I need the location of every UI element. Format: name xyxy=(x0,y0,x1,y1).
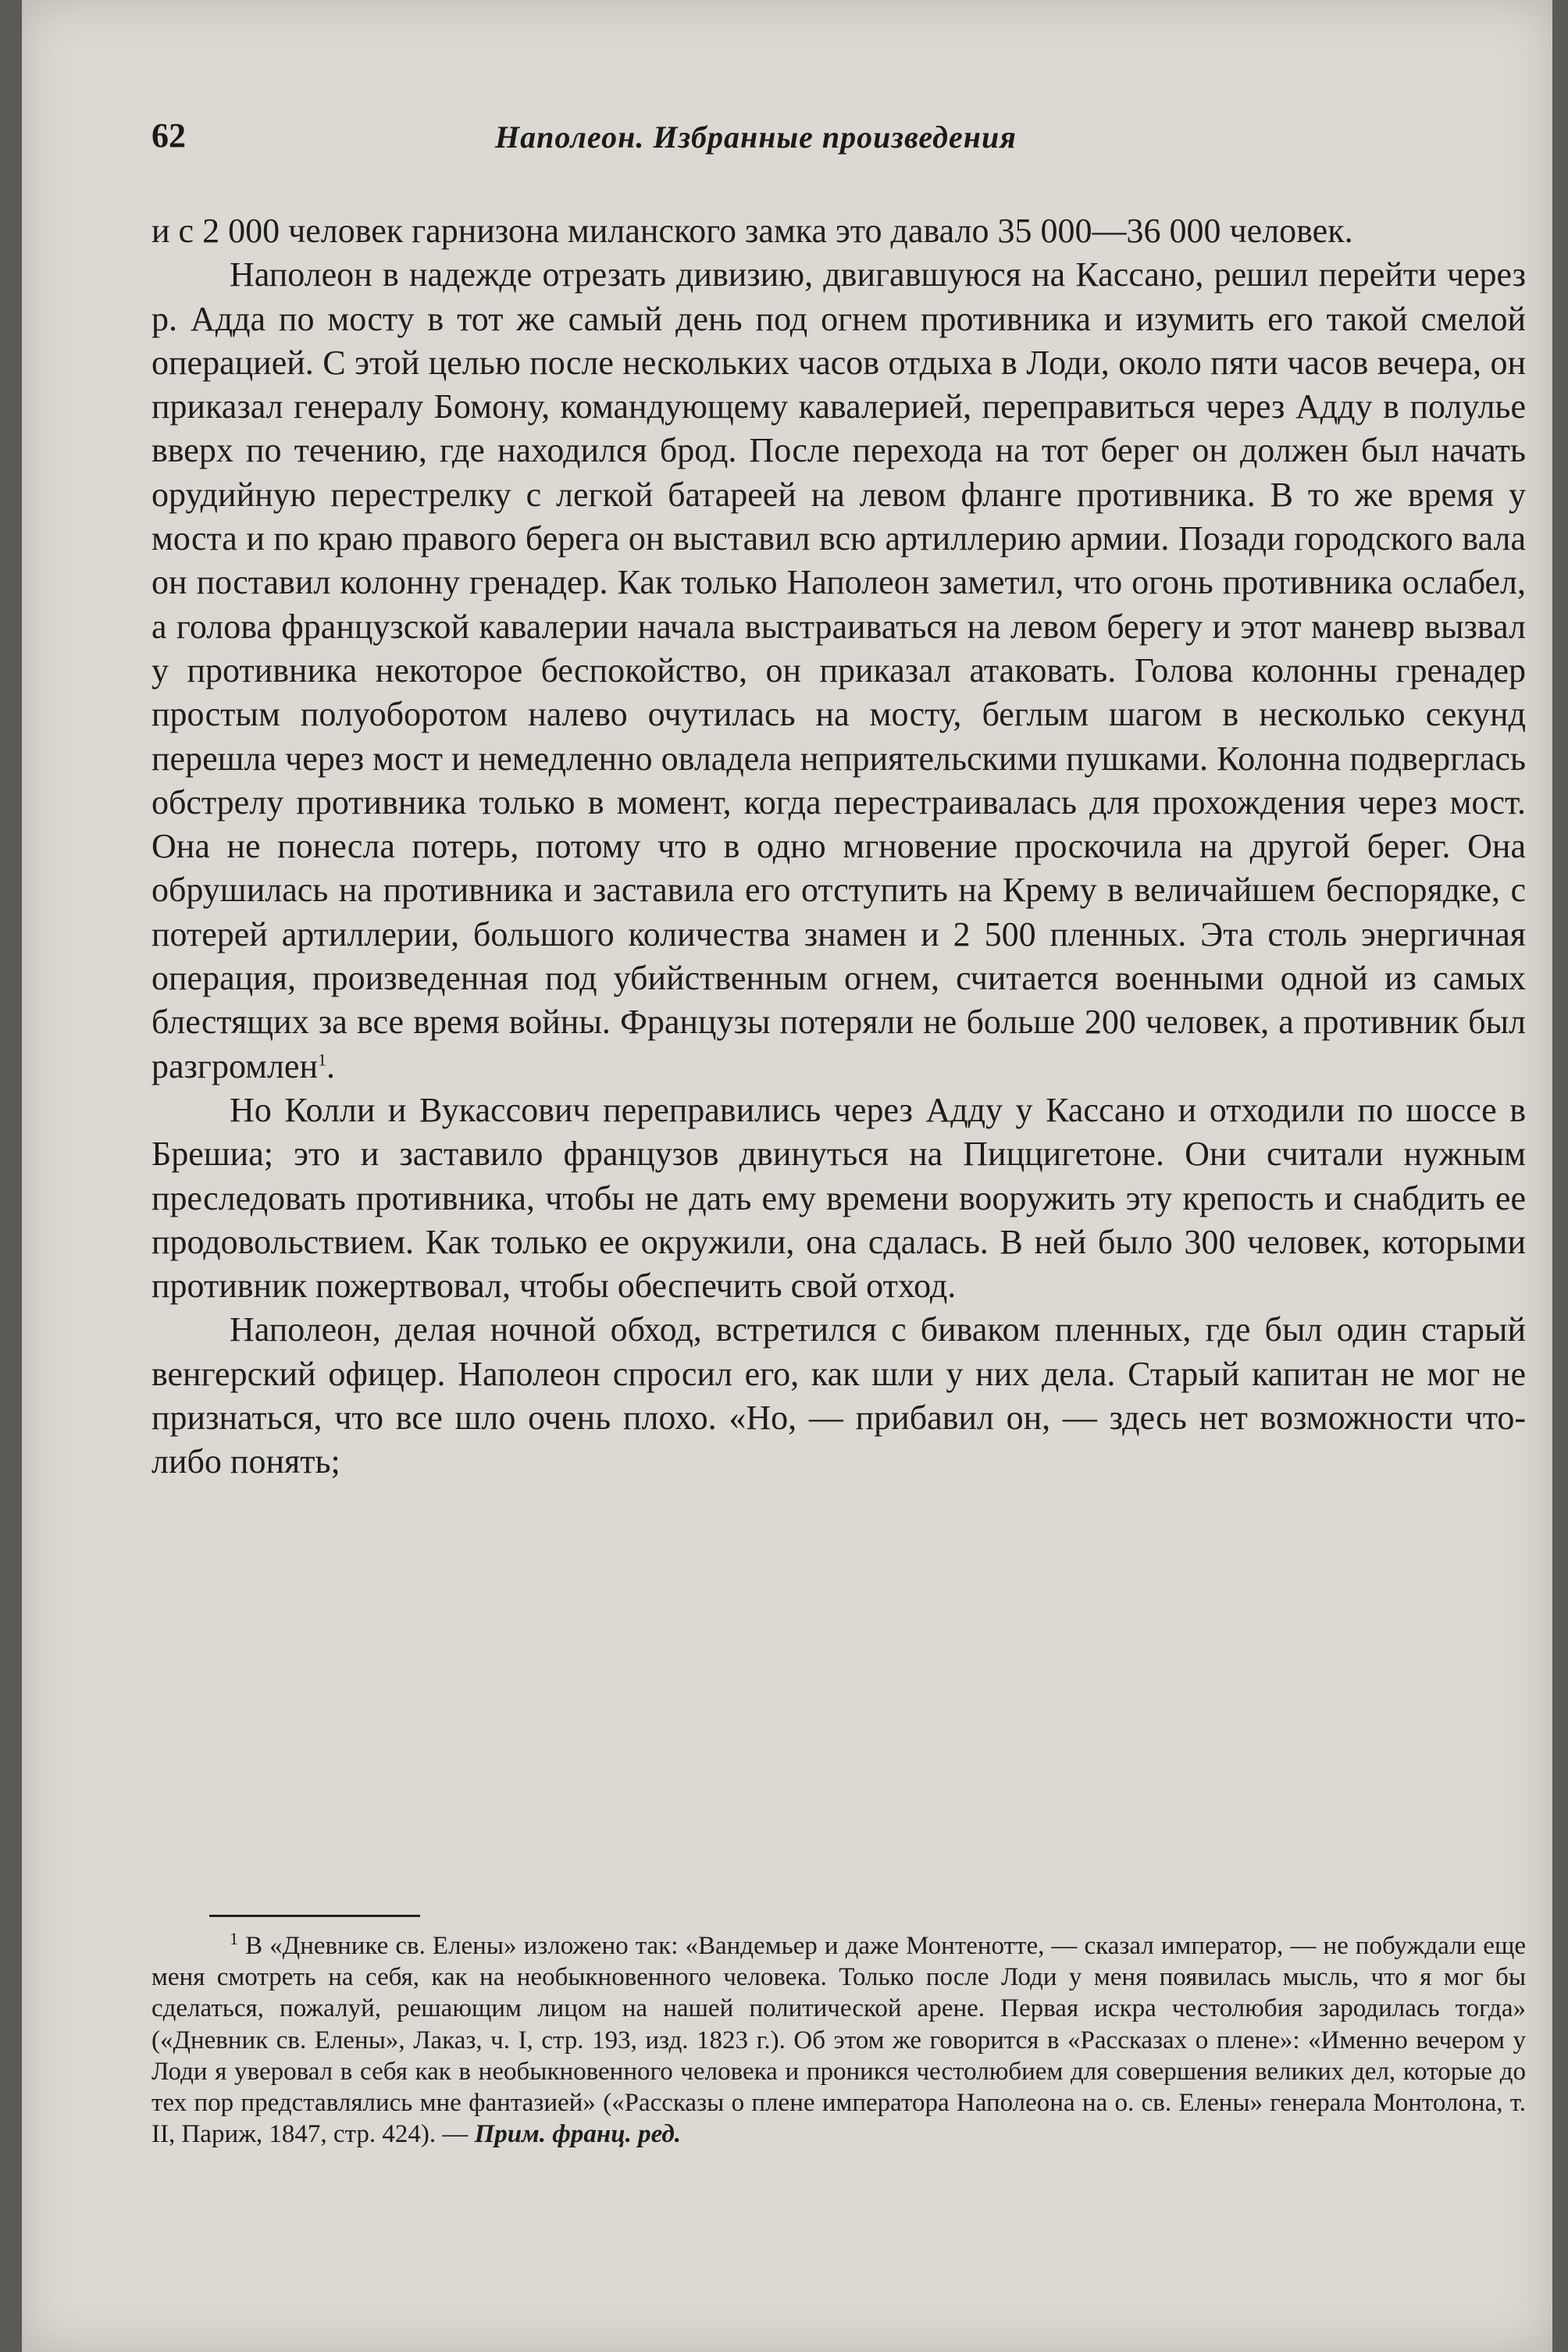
footnote-divider xyxy=(209,1915,420,1917)
paragraph-lodi-bridge: Наполеон в надежде отрезать дивизию, двигавшуюся на Кассано, решил перейти через р. Адда по мосту в тот же самый день под огнем противника и изумить его такой смелой операцией. С этой целью после нескольких часов отдыха в Лоди, около пяти часов вечера, он приказал генералу Бомону, командующему кавалерией, переправиться через Адду в полулье вверх по течению, где находился брод. После перехода на тот берег он должен был начать орудийную перестрелку с легкой батареей на левом фланге противника. В то же время у моста и по краю правого берега он выставил всю артиллерию армии. Позади городского вала он поставил колонну гренадер. Как только Наполеон заметил, что огонь противника ослабел, а голова французской кавалерии начала выстраиваться на левом берегу и этот маневр вызвал у противника некоторое беспокойство, он приказал атаковать. Голова колонны гренадер простым полуоборотом налево очутилась на мосту, беглым шагом в несколько секунд перешла через мост и немедленно овладела неприятельскими пушками. Колонна подверглась обстрелу противника только в момент, когда перестраивалась для прохождения через мост. Она не понесла потерь, потому что в одно мгновение проскочила на другой берег. Она обрушилась на противника и заставила его отступить на Крему в величайшем беспорядке, с потерей артиллерии, большого количества знамен и 2 500 пленных. Эта столь энергичная операция, произведенная под убийственным огнем, считается военными одной из самых блестящих за все время войны. Французы потеряли не больше 200 человек, а противник был разгромлен$^1$. xyxy=(151,255,1526,1085)
running-title: Наполеон. Избранные произведения xyxy=(495,119,1017,155)
footnote-reference[interactable]: 1 xyxy=(318,1049,326,1069)
footnote-text: В «Дневнике св. Елены» изложено так: «Вандемьер и даже Монтенотте, — сказал император, — не побуждали еще меня смотреть на себя, как на необыкновенного человека. Только после Лоди у меня появилась мысль, что я мог бы сделаться, пожалуй, решающим лицом на нашей политической арене. Первая искра честолюбия зародилась тогда» («Дневник св. Елены», Лаказ, ч. I, стр. 193, изд. 1823 г.). Об этом же говорится в «Рассказах о плене»: «Именно вечером у Лоди я уверовал в себя как в необыкновенного человека и проникся честолюбием для совершения великих дел, которые до тех пор представлялись мне фантазией» («Рассказы о плене императора Наполеона на о. св. Елены» генерала Монтолона, т. II, Париж, 1847, стр. 424). — xyxy=(151,1932,1527,2149)
page-header xyxy=(151,116,1526,162)
paragraph-pizzighettone: Но Колли и Вукассович переправились через Адду у Кассано и отходили по шоссе в Брешиа; это и заставило французов двинуться на Пиццигетоне. Они считали нужным преследовать противника, чтобы не дать ему времени вооружить эту крепость и снабдить ее продовольствием. Как только ее окружили, она сдалась. В ней было 300 человек, которыми противник пожертвовал, чтобы обеспечить свой отход. xyxy=(151,1090,1526,1306)
page-number: 62 xyxy=(151,116,186,155)
paragraph-lodi-bridge-text: Наполеон в надежде отрезать дивизию, двигавшуюся на Кассано, решил перейти через р. Адда по мосту в тот же самый день под огнем противника и изумить его такой смелой операцией. С этой целью после нескольких часов отдыха в Лоди, около пяти часов вечера, он приказал генералу Бомону, командующему кавалерией, переправиться через Адду в полулье вверх по течению, где находился брод. После перехода на тот берег он должен был начать орудийную перестрелку с легкой батареей на левом фланге противника. В то же время у моста и по краю правого берега он выставил всю артиллерию армии. Позади городского вала он поставил колонну гренадер. Как только Наполеон заметил, что огонь противника ослабел, а голова французской кавалерии начала выстраиваться на левом берегу и этот маневр вызвал у противника некоторое беспокойство, он приказал атаковать. Голова колонны гренадер простым полуоборотом налево очутилась на мосту, беглым шагом в несколько секунд перешла через мост и немедленно овладела неприятельскими пушками. Колонна подверглась обстрелу противника только в момент, когда перестраивалась для прохождения через мост. Она не понесла потерь, потому что в одно мгновение проскочила на другой берег. Она обрушилась на противника и заставила его отступить на Крему в величайшем беспорядке, с потерей артиллерии, большого количества знамен и 2 500 пленных. Эта столь энергичная операция, произведенная под убийственным огнем, считается военными одной из самых блестящих за все время войны. Французы потеряли не больше 200 человек, а противник был разгромлен xyxy=(151,255,1526,1085)
footnote-credit: Прим. франц. ред. xyxy=(474,2120,682,2149)
book-page xyxy=(22,0,1552,2352)
paragraph-night-round: Наполеон, делая ночной обход, встретился с биваком пленных, где был один старый венгерский офицер. Наполеон спросил его, как шли у них дела. Старый капитан не мог не признаться, что все шло очень плохо. «Но, — прибавил он, — здесь нет возможности что-либо понять; xyxy=(151,1310,1526,1481)
paragraph-continuation: и с 2 000 человек гарнизона миланского замка это давало 35 000—36 000 человек. xyxy=(151,212,1353,250)
footnote-marker: 1 xyxy=(230,1929,238,1948)
footnote xyxy=(151,1930,1526,2150)
main-text xyxy=(151,209,1526,1484)
